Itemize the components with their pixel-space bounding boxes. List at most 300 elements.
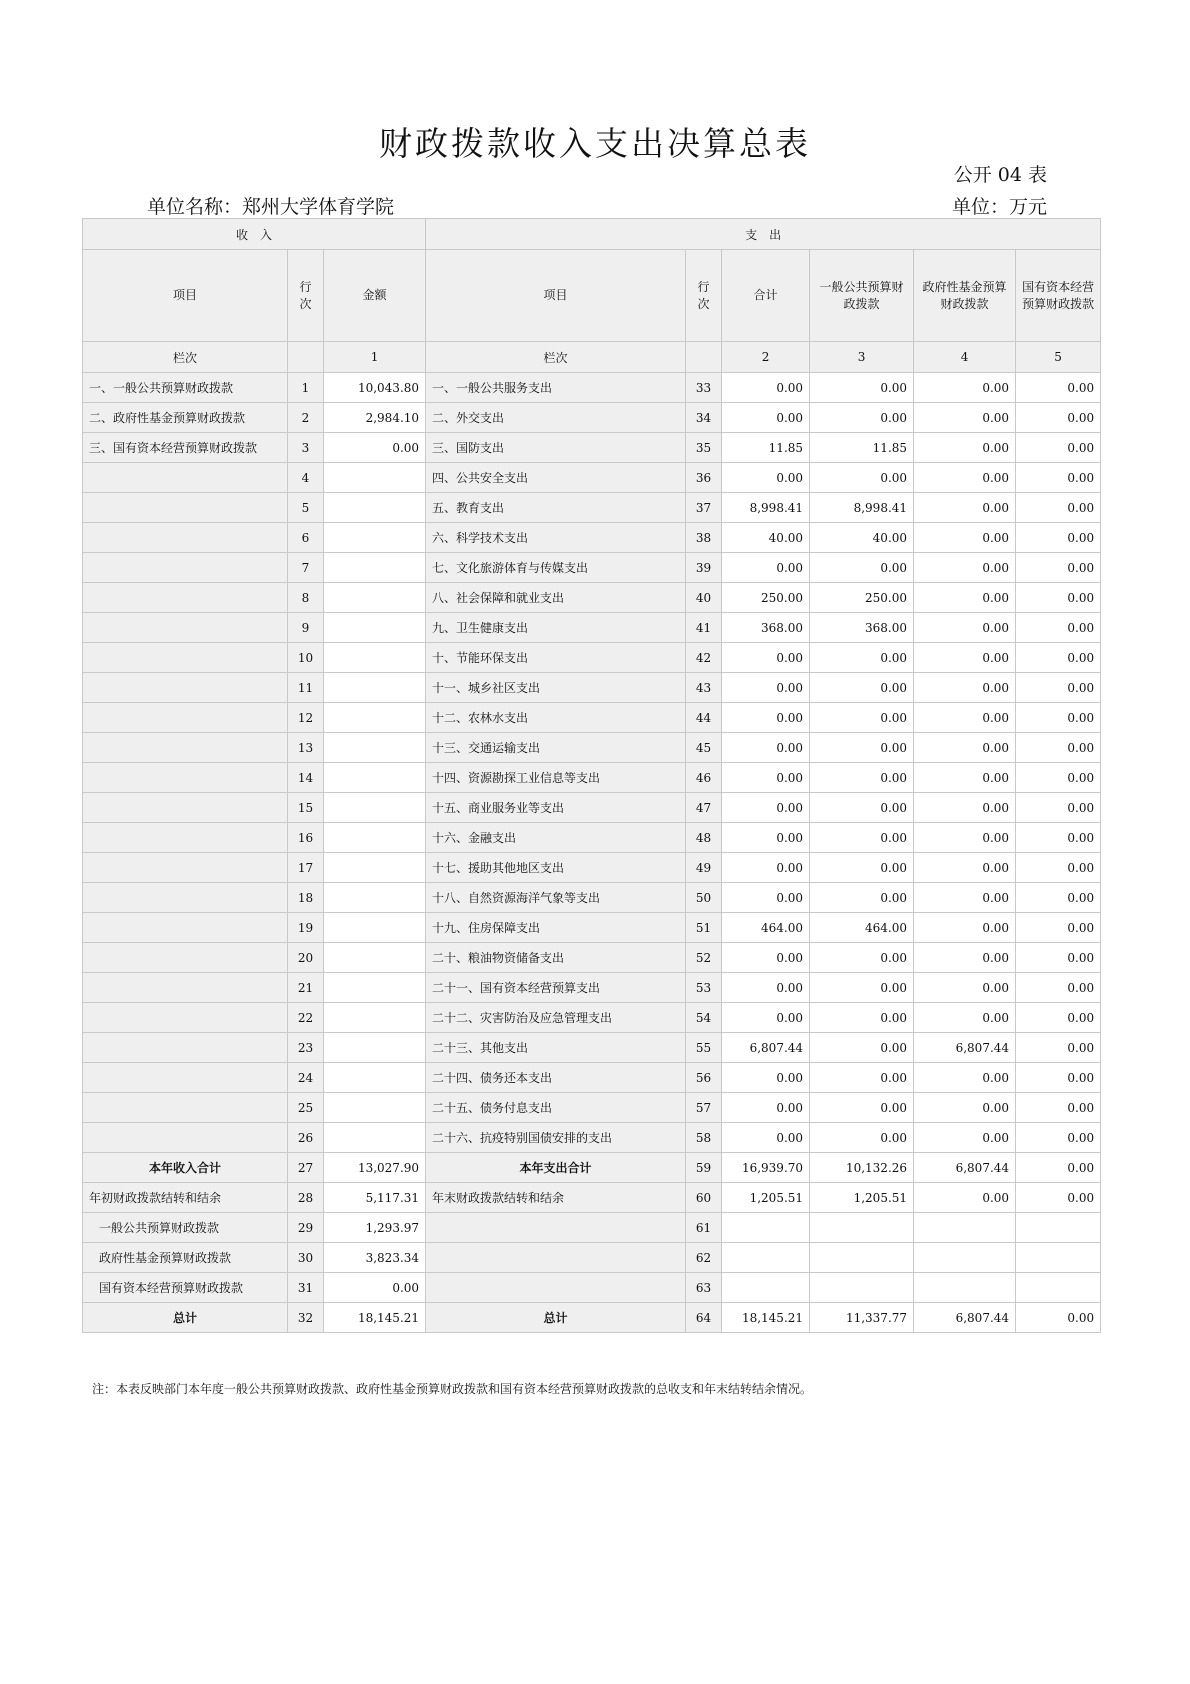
- income-line: 1: [288, 373, 324, 403]
- expense-total: 0.00: [722, 553, 810, 583]
- income-amount: [324, 493, 426, 523]
- expense-item: [426, 1213, 686, 1243]
- expense-item: 三、国防支出: [426, 433, 686, 463]
- expense-fund: 0.00: [914, 1063, 1016, 1093]
- table-row: [83, 673, 1101, 703]
- expense-general: 0.00: [810, 1063, 914, 1093]
- expense-fund: 0.00: [914, 673, 1016, 703]
- budget-table: [82, 218, 1101, 1333]
- income-lanci: 栏次: [83, 342, 288, 373]
- income-line: 5: [288, 493, 324, 523]
- expense-line: 37: [686, 493, 722, 523]
- table-row: [83, 1123, 1101, 1153]
- expense-state: 0.00: [1016, 463, 1101, 493]
- expense-line: 42: [686, 643, 722, 673]
- expense-item: 六、科学技术支出: [426, 523, 686, 553]
- table-row: [83, 853, 1101, 883]
- expense-fund: 6,807.44: [914, 1303, 1016, 1333]
- expense-general: 0.00: [810, 703, 914, 733]
- expense-fund: 0.00: [914, 583, 1016, 613]
- expense-state: 0.00: [1016, 1153, 1101, 1183]
- expense-item: 十三、交通运输支出: [426, 733, 686, 763]
- income-item: [83, 1093, 288, 1123]
- income-item: [83, 553, 288, 583]
- expense-total: 0.00: [722, 763, 810, 793]
- expense-line: 38: [686, 523, 722, 553]
- unit-name: 单位名称：郑州大学体育学院: [147, 196, 395, 218]
- expense-state: 0.00: [1016, 433, 1101, 463]
- income-item: 一、一般公共预算财政拨款: [83, 373, 288, 403]
- footnote: 注：本表反映部门本年度一般公共预算财政拨款、政府性基金预算财政拨款和国有资本经营预算财政拨款的总收支和年末结转结余情况。: [92, 1382, 813, 1396]
- expense-total: 0.00: [722, 823, 810, 853]
- expense-general: 0.00: [810, 463, 914, 493]
- income-line: 29: [288, 1213, 324, 1243]
- income-amount: [324, 733, 426, 763]
- income-item: 三、国有资本经营预算财政拨款: [83, 433, 288, 463]
- expense-state: 0.00: [1016, 493, 1101, 523]
- income-amount: [324, 853, 426, 883]
- income-amount: 10,043.80: [324, 373, 426, 403]
- expense-state: 0.00: [1016, 733, 1101, 763]
- income-amount-header: 金额: [324, 250, 426, 342]
- table-row: [83, 913, 1101, 943]
- fund-budget-header: 政府性基金预算财政拨款: [914, 250, 1016, 342]
- expense-state: 0.00: [1016, 673, 1101, 703]
- expense-total: 18,145.21: [722, 1303, 810, 1333]
- income-item: [83, 913, 288, 943]
- table-row: [83, 703, 1101, 733]
- expense-state: 0.00: [1016, 1303, 1101, 1333]
- expense-fund: 0.00: [914, 613, 1016, 643]
- expense-item: 二十四、债务还本支出: [426, 1063, 686, 1093]
- expense-state: [1016, 1273, 1101, 1303]
- table-row: [83, 943, 1101, 973]
- expense-total: 6,807.44: [722, 1033, 810, 1063]
- expense-item: 二十三、其他支出: [426, 1033, 686, 1063]
- income-lanci-line: [288, 342, 324, 373]
- expense-line: 55: [686, 1033, 722, 1063]
- expense-fund: [914, 1213, 1016, 1243]
- expense-general: 1,205.51: [810, 1183, 914, 1213]
- expense-fund: 6,807.44: [914, 1153, 1016, 1183]
- expense-line: 50: [686, 883, 722, 913]
- expense-total: [722, 1243, 810, 1273]
- col-num-5: 5: [1016, 342, 1101, 373]
- income-line: 15: [288, 793, 324, 823]
- expense-lanci: 栏次: [426, 342, 686, 373]
- table-row: [83, 1153, 1101, 1183]
- expense-item: 二十五、债务付息支出: [426, 1093, 686, 1123]
- expense-general: 0.00: [810, 1093, 914, 1123]
- income-item: 总计: [83, 1303, 288, 1333]
- table-row: [83, 1243, 1101, 1273]
- expense-line: 64: [686, 1303, 722, 1333]
- col-num-3: 3: [810, 342, 914, 373]
- expense-general: 250.00: [810, 583, 914, 613]
- income-amount: [324, 613, 426, 643]
- income-amount: [324, 793, 426, 823]
- table-row: [83, 1183, 1101, 1213]
- income-item: [83, 643, 288, 673]
- expense-item: 十二、农林水支出: [426, 703, 686, 733]
- income-item: [83, 823, 288, 853]
- expense-line-header: 行次: [686, 250, 722, 342]
- table-row: [83, 883, 1101, 913]
- expense-fund: 0.00: [914, 733, 1016, 763]
- expense-general: [810, 1273, 914, 1303]
- table-row: [83, 433, 1101, 463]
- income-line: 6: [288, 523, 324, 553]
- income-line: 27: [288, 1153, 324, 1183]
- expense-total: 0.00: [722, 1003, 810, 1033]
- expense-total: 368.00: [722, 613, 810, 643]
- income-amount: 18,145.21: [324, 1303, 426, 1333]
- expense-state: 0.00: [1016, 523, 1101, 553]
- table-row: [83, 1063, 1101, 1093]
- expense-item: 十、节能环保支出: [426, 643, 686, 673]
- income-item: [83, 973, 288, 1003]
- income-line-header: 行次: [288, 250, 324, 342]
- income-line: 22: [288, 1003, 324, 1033]
- income-header: 收 入: [83, 219, 426, 250]
- expense-fund: [914, 1243, 1016, 1273]
- expense-total: 40.00: [722, 523, 810, 553]
- expense-item: 九、卫生健康支出: [426, 613, 686, 643]
- income-amount: 5,117.31: [324, 1183, 426, 1213]
- income-item: [83, 1123, 288, 1153]
- income-line: 23: [288, 1033, 324, 1063]
- expense-fund: 0.00: [914, 523, 1016, 553]
- income-item: [83, 673, 288, 703]
- expense-fund: 0.00: [914, 823, 1016, 853]
- expense-line: 52: [686, 943, 722, 973]
- income-item: [83, 853, 288, 883]
- table-row: [83, 403, 1101, 433]
- expense-total: 0.00: [722, 1063, 810, 1093]
- expense-state: 0.00: [1016, 1093, 1101, 1123]
- income-line: 14: [288, 763, 324, 793]
- income-amount: [324, 763, 426, 793]
- expense-line: 53: [686, 973, 722, 1003]
- expense-item: 年末财政拨款结转和结余: [426, 1183, 686, 1213]
- expense-fund: 0.00: [914, 703, 1016, 733]
- income-amount: [324, 1033, 426, 1063]
- expense-line: 33: [686, 373, 722, 403]
- total-header: 合计: [722, 250, 810, 342]
- expense-total: 0.00: [722, 373, 810, 403]
- expense-line: 59: [686, 1153, 722, 1183]
- expense-item: 十四、资源勘探工业信息等支出: [426, 763, 686, 793]
- expense-item: 五、教育支出: [426, 493, 686, 523]
- expense-fund: 0.00: [914, 853, 1016, 883]
- income-amount: [324, 913, 426, 943]
- expense-state: 0.00: [1016, 373, 1101, 403]
- expense-item: 二十六、抗疫特别国债安排的支出: [426, 1123, 686, 1153]
- expense-total: 0.00: [722, 673, 810, 703]
- income-line: 26: [288, 1123, 324, 1153]
- table-row: [83, 373, 1101, 403]
- income-item: [83, 1003, 288, 1033]
- income-amount: [324, 1003, 426, 1033]
- expense-fund: 0.00: [914, 643, 1016, 673]
- income-line: 3: [288, 433, 324, 463]
- expense-general: 0.00: [810, 883, 914, 913]
- income-line: 9: [288, 613, 324, 643]
- expense-general: 0.00: [810, 793, 914, 823]
- expense-fund: 0.00: [914, 463, 1016, 493]
- expense-item: 总计: [426, 1303, 686, 1333]
- expense-general: 0.00: [810, 1003, 914, 1033]
- expense-state: 0.00: [1016, 943, 1101, 973]
- expense-general: 0.00: [810, 943, 914, 973]
- income-amount: [324, 463, 426, 493]
- expense-fund: 0.00: [914, 493, 1016, 523]
- expense-general: [810, 1243, 914, 1273]
- expense-line: 51: [686, 913, 722, 943]
- state-capital-header: 国有资本经营预算财政拨款: [1016, 250, 1101, 342]
- income-amount: [324, 703, 426, 733]
- expense-state: 0.00: [1016, 403, 1101, 433]
- expense-total: 0.00: [722, 1123, 810, 1153]
- income-line: 32: [288, 1303, 324, 1333]
- income-item: 二、政府性基金预算财政拨款: [83, 403, 288, 433]
- income-line: 19: [288, 913, 324, 943]
- expense-state: [1016, 1243, 1101, 1273]
- table-row: [83, 643, 1101, 673]
- income-item: [83, 463, 288, 493]
- expense-fund: 0.00: [914, 403, 1016, 433]
- expense-line: 46: [686, 763, 722, 793]
- expense-line: 44: [686, 703, 722, 733]
- income-item: [83, 1033, 288, 1063]
- expense-total: 464.00: [722, 913, 810, 943]
- expense-header: 支 出: [426, 219, 1101, 250]
- expense-fund: 0.00: [914, 913, 1016, 943]
- expense-lanci-line: [686, 342, 722, 373]
- income-amount: [324, 973, 426, 1003]
- expense-general: [810, 1213, 914, 1243]
- income-line: 13: [288, 733, 324, 763]
- income-amount: [324, 1093, 426, 1123]
- expense-state: 0.00: [1016, 973, 1101, 1003]
- expense-item: 二、外交支出: [426, 403, 686, 433]
- expense-state: 0.00: [1016, 763, 1101, 793]
- income-item: 年初财政拨款结转和结余: [83, 1183, 288, 1213]
- expense-fund: 0.00: [914, 793, 1016, 823]
- expense-total: 0.00: [722, 943, 810, 973]
- expense-line: 39: [686, 553, 722, 583]
- income-item: [83, 583, 288, 613]
- expense-item: 一、一般公共服务支出: [426, 373, 686, 403]
- currency-unit: 单位：万元: [951, 196, 1047, 218]
- expense-total: 0.00: [722, 853, 810, 883]
- expense-total: 16,939.70: [722, 1153, 810, 1183]
- expense-line: 54: [686, 1003, 722, 1033]
- income-item: [83, 493, 288, 523]
- expense-total: 1,205.51: [722, 1183, 810, 1213]
- income-item: [83, 733, 288, 763]
- expense-line: 36: [686, 463, 722, 493]
- expense-fund: 0.00: [914, 433, 1016, 463]
- table-row: [83, 1003, 1101, 1033]
- expense-fund: [914, 1273, 1016, 1303]
- expense-item: 十九、住房保障支出: [426, 913, 686, 943]
- table-row: [83, 583, 1101, 613]
- income-line: 17: [288, 853, 324, 883]
- expense-total: 0.00: [722, 643, 810, 673]
- expense-general: 368.00: [810, 613, 914, 643]
- expense-total: 250.00: [722, 583, 810, 613]
- expense-line: 49: [686, 853, 722, 883]
- income-amount: 0.00: [324, 1273, 426, 1303]
- expense-line: 48: [686, 823, 722, 853]
- expense-state: 0.00: [1016, 913, 1101, 943]
- expense-line: 62: [686, 1243, 722, 1273]
- table-row: [83, 463, 1101, 493]
- expense-state: 0.00: [1016, 613, 1101, 643]
- expense-line: 35: [686, 433, 722, 463]
- expense-line: 56: [686, 1063, 722, 1093]
- table-row: [83, 493, 1101, 523]
- income-line: 28: [288, 1183, 324, 1213]
- expense-state: 0.00: [1016, 643, 1101, 673]
- expense-general: 464.00: [810, 913, 914, 943]
- expense-item: 二十一、国有资本经营预算支出: [426, 973, 686, 1003]
- expense-state: 0.00: [1016, 1183, 1101, 1213]
- expense-total: 0.00: [722, 793, 810, 823]
- expense-fund: 6,807.44: [914, 1033, 1016, 1063]
- income-line: 7: [288, 553, 324, 583]
- table-row: [83, 1033, 1101, 1063]
- expense-state: 0.00: [1016, 1033, 1101, 1063]
- expense-item: 二十二、灾害防治及应急管理支出: [426, 1003, 686, 1033]
- expense-line: 57: [686, 1093, 722, 1123]
- table-row: [83, 823, 1101, 853]
- expense-total: 0.00: [722, 883, 810, 913]
- income-amount: [324, 883, 426, 913]
- expense-total: 0.00: [722, 403, 810, 433]
- income-amount: [324, 553, 426, 583]
- table-row: [83, 973, 1101, 1003]
- income-line: 18: [288, 883, 324, 913]
- expense-total: 0.00: [722, 703, 810, 733]
- expense-item: 二十、粮油物资储备支出: [426, 943, 686, 973]
- expense-item: 十一、城乡社区支出: [426, 673, 686, 703]
- expense-total: [722, 1213, 810, 1243]
- income-item: 国有资本经营预算财政拨款: [83, 1273, 288, 1303]
- expense-line: 40: [686, 583, 722, 613]
- income-amount: [324, 643, 426, 673]
- expense-total: 0.00: [722, 973, 810, 1003]
- col-num-1: 1: [324, 342, 426, 373]
- income-item: [83, 883, 288, 913]
- expense-item: 七、文化旅游体育与传媒支出: [426, 553, 686, 583]
- expense-item: 十六、金融支出: [426, 823, 686, 853]
- expense-fund: 0.00: [914, 1183, 1016, 1213]
- income-line: 25: [288, 1093, 324, 1123]
- expense-item: 四、公共安全支出: [426, 463, 686, 493]
- income-line: 2: [288, 403, 324, 433]
- table-row: [83, 763, 1101, 793]
- income-line: 11: [288, 673, 324, 703]
- income-amount: [324, 583, 426, 613]
- expense-fund: 0.00: [914, 373, 1016, 403]
- income-amount: [324, 523, 426, 553]
- income-amount: 0.00: [324, 433, 426, 463]
- expense-state: 0.00: [1016, 823, 1101, 853]
- table-row: [83, 1093, 1101, 1123]
- expense-fund: 0.00: [914, 1003, 1016, 1033]
- table-row: [83, 1213, 1101, 1243]
- expense-fund: 0.00: [914, 1123, 1016, 1153]
- expense-general: 40.00: [810, 523, 914, 553]
- expense-general: 11,337.77: [810, 1303, 914, 1333]
- expense-fund: 0.00: [914, 943, 1016, 973]
- expense-fund: 0.00: [914, 553, 1016, 583]
- income-item: [83, 703, 288, 733]
- expense-general: 0.00: [810, 673, 914, 703]
- income-line: 12: [288, 703, 324, 733]
- expense-total: 0.00: [722, 1093, 810, 1123]
- table-row: [83, 793, 1101, 823]
- income-amount: 13,027.90: [324, 1153, 426, 1183]
- expense-fund: 0.00: [914, 973, 1016, 1003]
- table-row: [83, 1273, 1101, 1303]
- income-line: 4: [288, 463, 324, 493]
- income-amount: [324, 1123, 426, 1153]
- income-item: [83, 793, 288, 823]
- table-row: [83, 733, 1101, 763]
- expense-line: 60: [686, 1183, 722, 1213]
- expense-line: 41: [686, 613, 722, 643]
- income-item: 一般公共预算财政拨款: [83, 1213, 288, 1243]
- expense-item: [426, 1243, 686, 1273]
- table-row: [83, 523, 1101, 553]
- income-item: 政府性基金预算财政拨款: [83, 1243, 288, 1273]
- expense-state: 0.00: [1016, 853, 1101, 883]
- expense-item: 本年支出合计: [426, 1153, 686, 1183]
- income-line: 31: [288, 1273, 324, 1303]
- expense-state: 0.00: [1016, 583, 1101, 613]
- expense-state: 0.00: [1016, 703, 1101, 733]
- expense-general: 0.00: [810, 733, 914, 763]
- expense-general: 0.00: [810, 1033, 914, 1063]
- general-budget-header: 一般公共预算财政拨款: [810, 250, 914, 342]
- expense-total: 0.00: [722, 463, 810, 493]
- income-amount: 2,984.10: [324, 403, 426, 433]
- income-item: 本年收入合计: [83, 1153, 288, 1183]
- expense-general: 0.00: [810, 643, 914, 673]
- expense-fund: 0.00: [914, 1093, 1016, 1123]
- expense-line: 34: [686, 403, 722, 433]
- income-amount: [324, 823, 426, 853]
- expense-item: 十七、援助其他地区支出: [426, 853, 686, 883]
- income-item: [83, 1063, 288, 1093]
- income-item: [83, 763, 288, 793]
- expense-item: [426, 1273, 686, 1303]
- income-amount: [324, 673, 426, 703]
- expense-general: 0.00: [810, 853, 914, 883]
- income-line: 8: [288, 583, 324, 613]
- table-row: [83, 553, 1101, 583]
- expense-line: 63: [686, 1273, 722, 1303]
- expense-total: 11.85: [722, 433, 810, 463]
- expense-general: 0.00: [810, 373, 914, 403]
- expense-general: 0.00: [810, 973, 914, 1003]
- table-row: [83, 1303, 1101, 1333]
- expense-general: 0.00: [810, 1123, 914, 1153]
- income-line: 30: [288, 1243, 324, 1273]
